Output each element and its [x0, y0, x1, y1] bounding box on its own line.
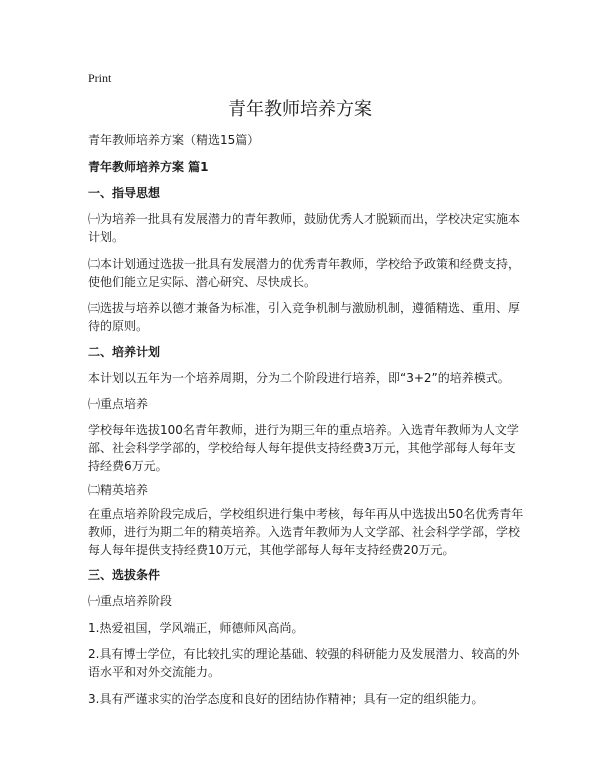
text-line: ㈠重点培养阶段 [88, 594, 173, 608]
paragraph [88, 369, 510, 387]
text-line: 一、指导思想 [88, 186, 161, 200]
document-subtitle: 青年教师培养方案（精选15篇） [88, 133, 260, 147]
paragraph [88, 481, 148, 499]
text-line: 本计划以五年为一个培养周期，分为二个阶段进行培养，即“3+2”的培养模式。 [88, 371, 510, 385]
text-line: 学校每年选拔100名青年教师，进行为期三年的重点培养。入选青年教师为人文学 [88, 423, 519, 437]
text-line: 在重点培养阶段完成后，学校组织进行集中考核，每年再从中选拔出50名优秀青年 [88, 507, 524, 521]
text-line: ㈢选拔与培养以德才兼备为标准，引入竞争机制与激励机制，遵循精选、重用、厚 [88, 301, 521, 315]
text-line: 2.具有博士学位，有比较扎实的理论基础、较强的科研能力及发展潜力、较高的外 [88, 647, 520, 661]
section-heading [88, 343, 160, 361]
text-line: 持经费6万元。 [88, 459, 168, 473]
text-line: ㈠为培养一批具有发展潜力的青年教师，鼓励优秀人才脱颖而出，学校决定实施本 [88, 212, 521, 226]
paragraph [88, 421, 519, 475]
text-line: 3.具有严谨求实的治学态度和良好的团结协作精神；具有一定的组织能力。 [88, 692, 484, 706]
text-line: 部、社会科学学部的，学校给每人每年提供支持经费3万元，其他学部每人每年支 [88, 441, 516, 455]
text-line: 每人每年提供支持经费10万元，其他学部每人每年支持经费20万元。 [88, 543, 455, 557]
text-line: ㈡本计划通过选拔一批具有发展潜力的优秀青年教师，学校给予政策和经费支持， [88, 257, 521, 271]
paragraph [88, 395, 148, 413]
text-line: 二、培养计划 [88, 345, 161, 359]
paragraph [88, 210, 520, 246]
text-line: 1.热爱祖国，学风端正，师德师风高尚。 [88, 621, 304, 635]
text-line: 三、选拔条件 [88, 568, 161, 582]
text-line: 计划。 [88, 230, 125, 244]
print-label: Print [88, 71, 112, 85]
section-heading [88, 566, 160, 584]
text-line: ㈠重点培养 [88, 397, 149, 411]
paragraph [88, 645, 519, 681]
page-title: 青年教师培养方案 [228, 99, 372, 120]
text-line: 使他们能立足实际、潜心研究、尽快成长。 [88, 275, 317, 289]
paragraph [88, 255, 520, 291]
paragraph [88, 592, 172, 610]
section-heading [88, 184, 160, 202]
text-line: 语水平和对外交流能力。 [88, 665, 221, 679]
paragraph [88, 505, 523, 559]
paragraph [88, 619, 303, 637]
text-line: ㈡精英培养 [88, 483, 149, 497]
text-line: 教师，进行为期二年的精英培养。入选青年教师为人文学部、社会科学学部，学校 [88, 525, 521, 539]
paragraph [88, 690, 483, 708]
paragraph [88, 299, 520, 335]
article-heading: 青年教师培养方案 篇1 [88, 160, 209, 174]
text-line: 待的原则。 [88, 319, 149, 333]
